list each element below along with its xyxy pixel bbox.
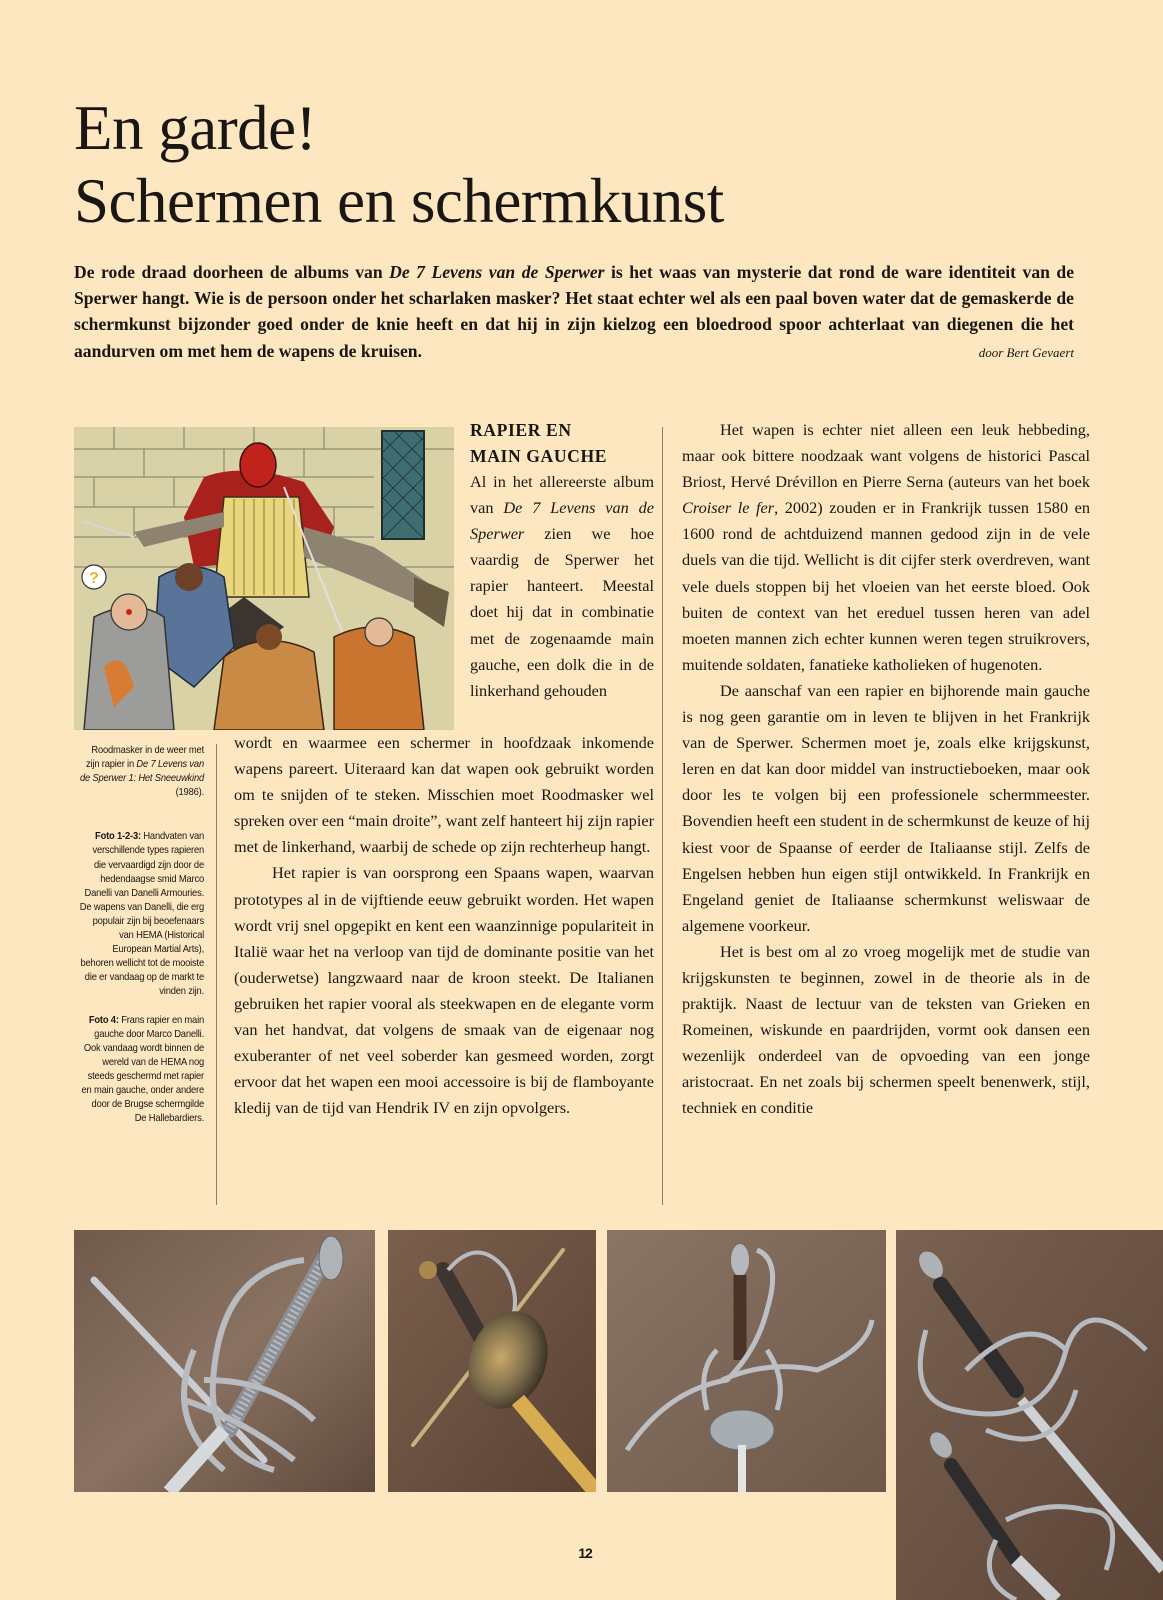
body-column-1-top [470,469,654,704]
rapier-photo-4 [896,1230,1163,1600]
sidebar-captions [79,744,204,1140]
paragraph: De aanschaf van een rapier en bijhorende main gauche is nog geen garantie om in leven te blijven in het Frankrijk van de Sperwer. Schermen moet je, zoals elke krijgskunst, leren en dat kan door middel van instructieboeken, maar ook door les te volgen bij een professionele schermmeester. Bovendien heeft een student in de schermkunst de keuze of hij kiest voor de Spaanse of eerder de Italiaanse stijl. Zelfs de Engelsen hebben hun eigen stijl ontwikkeld. In Frankrijk en Engeland geniet de Italiaanse schermkunst weliswaar de algemene voorkeur. [682,680,1090,935]
article-intro [74,259,1074,366]
paragraph-text-cont: zien we hoe vaardig de Sperwer het rapier hanteert. Meestal doet hij dat in combinatie met de zogenaamde main gauche, een dolk die in de linkerhand gehouden [470,524,654,700]
photos-1-3-caption [79,830,204,999]
byline: door Bert Gevaert [978,344,1074,360]
book-title: Croiser le fer [682,498,775,518]
body-column-2 [682,417,1090,1122]
photo-4-caption [79,1014,204,1127]
paragraph [682,417,1090,678]
column-divider-middle [662,427,663,1205]
page-number: 12 [578,1545,592,1561]
comic-illustration [74,427,454,730]
caption-text: Handvaten van verschillende types rapieren die vervaardigd zijn door de hedendaagse smid Marco Danelli van Danelli Armouries. De wapens van Danelli, die erg populair zijn bij beoefenaars van HEMA (Historical European Martial Arts), behoren wellicht tot de mooiste die er vandaag op de markt te vinden zijn. [79,831,204,998]
photo-1-rapier-hilt [74,1230,375,1492]
body-column-1-bottom [234,730,654,1121]
series-title: De 7 Levens van de Sperwer [470,498,655,544]
section-heading-line-2: MAIN GAUCHE [470,446,608,466]
comic-panel-image [74,427,454,730]
comic-caption [79,744,204,800]
speech-bubble-text: ? [89,570,99,587]
paragraph-text-cont: , 2002) zouden er in Frankrijk tussen 1580 en 1600 rond de achtduizend mannen gedood zijn in de vele duels van die tijd. Wellicht is dit cijfer sterk overdreven, want vele duels stoppen bij het vloeien van het eerste bloed. Ook buiten de context van het ereduel tussen heren van adel moeten mannen zich echter kunnen weren tegen struikrovers, muitende soldaten, fanatieke katholieken of hugenoten. [682,498,1090,674]
section-heading [470,417,650,469]
photo-3-rapier [607,1230,886,1492]
comic-caption-year: (1986). [175,787,204,799]
paragraph-text: Al in het allereerste album van [470,472,654,518]
paragraph: wordt en waarmee een schermer in hoofdzaak inkomende wapens pareert. Uiteraard kan dat wapen ook gebruikt worden om te snijden of te steken. Misschien moet Roodmasker wel spreken over een “main droite”, want zelf hanteert hij zijn rapier met de linkerhand, waarbij de schede op zijn rechterheup hangt. [234,733,654,857]
intro-text-cont: is het waas van mysterie dat rond de ware identiteit van de Sperwer hangt. Wie is de persoon onder het scharlaken masker? Het staat echter wel als een paal boven water dat de gemaskerde de schermkunst bijzonder goed onder de knie heeft en dat hij in zijn kielzog een bloedrood spoor achterlaat van diegenen die het aandurven om met hem de wapens de kruisen. [74,262,1075,361]
rapier-photo-3 [607,1230,886,1492]
paragraph-text: Het wapen is echter niet alleen een leuk hebbeding, maar ook bittere noodzaak want volgens de historici Pascal Briost, Hervé Drévillon en Pierre Serna (auteurs van het boek [682,420,1090,492]
title-line-1: En garde! [74,93,317,163]
article-title [74,92,974,238]
comic-caption-text: Roodmasker in de weer met zijn rapier in [86,745,204,771]
paragraph: Het rapier is van oorsprong een Spaans wapen, waarvan prototypes al in de vijftiende eeuw gebruikt worden. Het wapen wordt vrij snel opgepikt en kent een waanzinnige populariteit in Italië waar het na verloop van tijd de dominante positie van het (ouderwetse) langzwaard naar de kroon steekt. De Italianen gebruiken het rapier vooral als steekwapen en de elegante vorm van het handvat, dat volgens de smaak van de eigenaar nog exuberanter of net veel soberder kan gesmeed worden, zorgt ervoor dat het wapen een mooi accessoire is bij de flamboyante kledij van de tijd van Hendrik IV en zijn opvolgers. [234,863,654,1118]
photo-4-french-rapier-main-gauche [896,1230,1163,1600]
caption-text: Frans rapier en main gauche door Marco Danelli. Ook vandaag wordt binnen de wereld van de HEMA nog steeds geschermd met rapier en main gauche, onder andere door de Brugse schermgilde De Hallebardiers. [81,1014,204,1125]
caption-label: Foto 1-2-3: [95,831,141,843]
paragraph [470,469,654,704]
section-heading-line-1: RAPIER EN [470,420,572,440]
comic-caption-title: De 7 Levens van de Sperwer 1: Het Sneeuwkind [79,759,204,785]
column-divider-left [216,744,217,1205]
paragraph: Het is best om al zo vroeg mogelijk met de studie van krijgskunsten te beginnen, zowel in de theorie als in de praktijk. Naast de lectuur van de teksten van Grieken en Romeinen, wiskunde en paardrijden, vormt ook dansen een wezenlijk onderdeel van de opvoeding van een jonge aristocraat. En net zoals bij schermen speelt benenwerk, stijl, techniek en conditie [682,941,1090,1118]
title-line-2: Schermen en schermkunst [74,166,724,236]
caption-label: Foto 4: [88,1014,119,1026]
rapier-photo-1 [74,1230,375,1492]
main-gauche-photo [388,1230,596,1492]
intro-text: De rode draad doorheen de albums van [74,262,390,282]
photo-2-main-gauche [388,1230,596,1492]
intro-series-title: De 7 Levens van de Sperwer [389,262,605,282]
